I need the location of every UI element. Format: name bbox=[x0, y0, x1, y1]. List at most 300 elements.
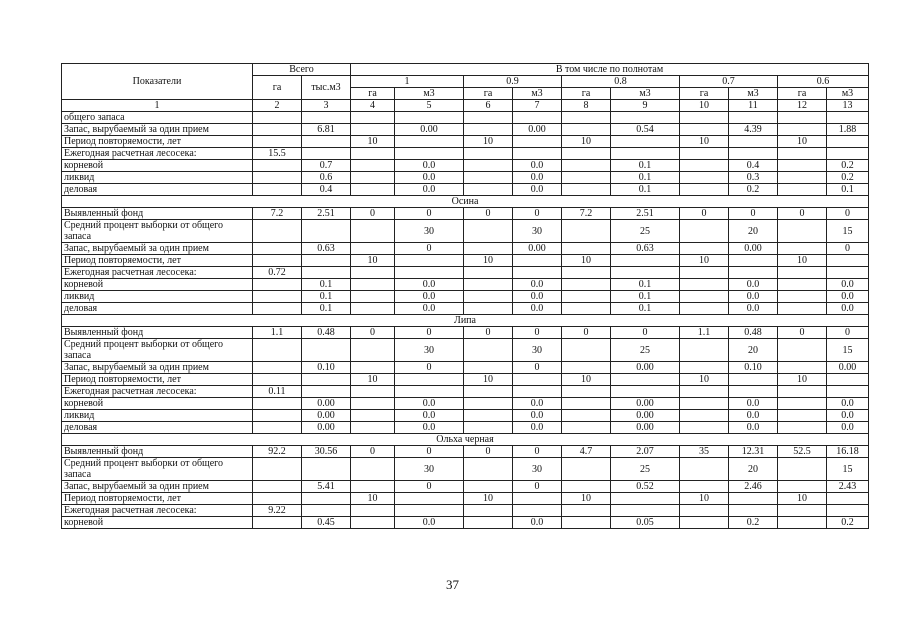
table-cell bbox=[513, 255, 562, 267]
header-density-0.7: 0.7 bbox=[680, 76, 778, 88]
table-cell bbox=[562, 362, 611, 374]
table-cell bbox=[464, 458, 513, 481]
table-cell bbox=[253, 422, 302, 434]
table-cell bbox=[562, 184, 611, 196]
table-cell bbox=[778, 303, 827, 315]
table-cell: 0.1 bbox=[611, 184, 680, 196]
table-cell: 0.00 bbox=[513, 243, 562, 255]
table-cell: 0.0 bbox=[729, 303, 778, 315]
table-cell bbox=[513, 112, 562, 124]
table-cell bbox=[253, 112, 302, 124]
table-cell: 10 bbox=[464, 136, 513, 148]
table-cell bbox=[302, 148, 351, 160]
table-cell: 0.00 bbox=[611, 410, 680, 422]
table-cell bbox=[611, 386, 680, 398]
table-cell: 35 bbox=[680, 446, 729, 458]
table-cell bbox=[680, 243, 729, 255]
table-cell bbox=[680, 362, 729, 374]
table-cell: 0 bbox=[513, 362, 562, 374]
table-cell bbox=[464, 422, 513, 434]
table-row bbox=[62, 505, 869, 517]
table-cell bbox=[778, 112, 827, 124]
table-cell bbox=[827, 386, 869, 398]
table-cell bbox=[611, 112, 680, 124]
table-cell bbox=[302, 339, 351, 362]
header-row-1 bbox=[62, 64, 869, 76]
table-cell: 0.0 bbox=[513, 517, 562, 529]
col-num: 7 bbox=[513, 100, 562, 112]
table-cell bbox=[351, 398, 395, 410]
table-cell bbox=[827, 267, 869, 279]
header-density-0.6: 0.6 bbox=[778, 76, 869, 88]
table-row bbox=[62, 148, 869, 160]
table-cell bbox=[562, 124, 611, 136]
table-cell bbox=[513, 493, 562, 505]
table-cell: 0.0 bbox=[513, 410, 562, 422]
table-cell: 10 bbox=[680, 136, 729, 148]
table-cell: 0 bbox=[513, 208, 562, 220]
table-cell bbox=[302, 493, 351, 505]
table-cell: 0.72 bbox=[253, 267, 302, 279]
table-cell: 10 bbox=[680, 493, 729, 505]
table-cell bbox=[351, 184, 395, 196]
table-cell: 9.22 bbox=[253, 505, 302, 517]
table-cell bbox=[680, 458, 729, 481]
col-num: 10 bbox=[680, 100, 729, 112]
table-cell bbox=[611, 148, 680, 160]
table-cell bbox=[351, 339, 395, 362]
table-cell: 1.88 bbox=[827, 124, 869, 136]
table-cell bbox=[395, 267, 464, 279]
table-cell bbox=[395, 148, 464, 160]
table-cell bbox=[464, 505, 513, 517]
table-cell bbox=[729, 493, 778, 505]
table-cell bbox=[253, 398, 302, 410]
table-cell bbox=[778, 184, 827, 196]
table-cell bbox=[253, 279, 302, 291]
row-label: корневой bbox=[62, 398, 253, 410]
table-cell: 0.00 bbox=[827, 362, 869, 374]
table-cell bbox=[513, 267, 562, 279]
row-label: Период повторяемости, лет bbox=[62, 255, 253, 267]
table-cell bbox=[395, 493, 464, 505]
table-cell: 0.0 bbox=[513, 172, 562, 184]
table-cell: 0.0 bbox=[395, 172, 464, 184]
table-cell: 0.54 bbox=[611, 124, 680, 136]
table-cell bbox=[778, 422, 827, 434]
table-cell: 0.1 bbox=[302, 303, 351, 315]
table-cell bbox=[302, 458, 351, 481]
table-cell bbox=[827, 505, 869, 517]
table-cell bbox=[464, 172, 513, 184]
table-cell: 2.51 bbox=[611, 208, 680, 220]
header-total: Всего bbox=[253, 64, 351, 76]
table-cell: 30 bbox=[395, 458, 464, 481]
table-cell: 10 bbox=[778, 374, 827, 386]
table-cell: 0.2 bbox=[729, 517, 778, 529]
table-cell: 0.05 bbox=[611, 517, 680, 529]
table-cell: 0 bbox=[513, 481, 562, 493]
species-heading: Ольха черная bbox=[62, 434, 869, 446]
section-row bbox=[62, 434, 869, 446]
table-cell bbox=[513, 148, 562, 160]
table-cell: 25 bbox=[611, 458, 680, 481]
row-label: деловая bbox=[62, 422, 253, 434]
table-cell bbox=[778, 517, 827, 529]
table-row bbox=[62, 291, 869, 303]
table-cell: 0.00 bbox=[302, 410, 351, 422]
table-row bbox=[62, 112, 869, 124]
table-cell: 30.56 bbox=[302, 446, 351, 458]
table-cell: 0 bbox=[351, 446, 395, 458]
col-num: 2 bbox=[253, 100, 302, 112]
table-cell bbox=[827, 255, 869, 267]
table-cell: 10 bbox=[562, 493, 611, 505]
header-indicators: Показатели bbox=[62, 64, 253, 100]
table-cell bbox=[680, 291, 729, 303]
table-cell: 0.0 bbox=[827, 422, 869, 434]
table-cell bbox=[729, 148, 778, 160]
table-cell: 0 bbox=[395, 327, 464, 339]
table-cell bbox=[680, 398, 729, 410]
row-label: ликвид bbox=[62, 172, 253, 184]
table-cell bbox=[778, 410, 827, 422]
table-cell bbox=[562, 398, 611, 410]
table-cell: 0.0 bbox=[827, 410, 869, 422]
row-label: Средний процент выборки от общего запаса bbox=[62, 458, 253, 481]
table-cell bbox=[351, 279, 395, 291]
header-unit-ha: га bbox=[680, 88, 729, 100]
table-cell: 0.7 bbox=[302, 160, 351, 172]
table-cell: 0.63 bbox=[611, 243, 680, 255]
row-label: Период повторяемости, лет bbox=[62, 493, 253, 505]
table-cell: 2.43 bbox=[827, 481, 869, 493]
col-num: 8 bbox=[562, 100, 611, 112]
table-cell bbox=[680, 220, 729, 243]
table-cell: 1.1 bbox=[253, 327, 302, 339]
table-cell: 10 bbox=[351, 255, 395, 267]
table-cell: 0 bbox=[464, 446, 513, 458]
table-cell: 0.1 bbox=[611, 279, 680, 291]
table-cell bbox=[464, 398, 513, 410]
table-cell: 10 bbox=[351, 136, 395, 148]
table-cell bbox=[302, 255, 351, 267]
table-cell bbox=[253, 136, 302, 148]
table-cell bbox=[351, 124, 395, 136]
table-cell: 0.0 bbox=[513, 279, 562, 291]
table-cell: 0.11 bbox=[253, 386, 302, 398]
table-cell bbox=[562, 505, 611, 517]
table-cell bbox=[253, 517, 302, 529]
table-cell bbox=[729, 386, 778, 398]
table-cell: 0.00 bbox=[611, 422, 680, 434]
row-label: Период повторяемости, лет bbox=[62, 136, 253, 148]
table-cell bbox=[778, 220, 827, 243]
table-cell bbox=[351, 422, 395, 434]
table-cell bbox=[351, 410, 395, 422]
table-cell: 10 bbox=[680, 374, 729, 386]
table-cell bbox=[302, 267, 351, 279]
table-cell bbox=[680, 517, 729, 529]
species-heading: Осина bbox=[62, 196, 869, 208]
table-cell bbox=[729, 136, 778, 148]
table-cell: 0.52 bbox=[611, 481, 680, 493]
table-cell bbox=[395, 374, 464, 386]
table-cell bbox=[778, 267, 827, 279]
table-cell: 0 bbox=[513, 446, 562, 458]
table-cell: 0.00 bbox=[395, 124, 464, 136]
table-cell bbox=[827, 493, 869, 505]
table-cell bbox=[351, 112, 395, 124]
table-row bbox=[62, 220, 869, 243]
table-cell: 0.0 bbox=[395, 422, 464, 434]
table-cell bbox=[680, 184, 729, 196]
table-cell bbox=[778, 362, 827, 374]
table-cell bbox=[611, 374, 680, 386]
table-cell bbox=[253, 172, 302, 184]
table-cell: 0.0 bbox=[729, 410, 778, 422]
table-cell bbox=[395, 255, 464, 267]
table-cell: 0.6 bbox=[302, 172, 351, 184]
table-cell bbox=[562, 172, 611, 184]
table-cell bbox=[513, 386, 562, 398]
table-cell: 0.0 bbox=[513, 398, 562, 410]
table-cell: 0.0 bbox=[729, 422, 778, 434]
table-cell bbox=[351, 505, 395, 517]
table-cell bbox=[680, 422, 729, 434]
table-cell: 0.1 bbox=[611, 160, 680, 172]
table-cell bbox=[562, 481, 611, 493]
table-cell bbox=[827, 112, 869, 124]
table-cell: 0.1 bbox=[827, 184, 869, 196]
table-cell: 15 bbox=[827, 339, 869, 362]
table-cell: 0.0 bbox=[827, 279, 869, 291]
table-cell bbox=[464, 410, 513, 422]
table-cell: 0 bbox=[562, 327, 611, 339]
table-cell bbox=[562, 339, 611, 362]
table-cell: 0.1 bbox=[302, 279, 351, 291]
table-cell: 0.0 bbox=[827, 291, 869, 303]
table-cell: 0.45 bbox=[302, 517, 351, 529]
table-cell: 0.2 bbox=[827, 172, 869, 184]
table-cell bbox=[513, 136, 562, 148]
table-cell bbox=[680, 303, 729, 315]
table-cell bbox=[562, 243, 611, 255]
table-row bbox=[62, 255, 869, 267]
table-cell bbox=[351, 517, 395, 529]
table-cell bbox=[351, 148, 395, 160]
table-cell: 10 bbox=[562, 255, 611, 267]
col-num: 13 bbox=[827, 100, 869, 112]
table-cell: 0.4 bbox=[302, 184, 351, 196]
table-cell bbox=[562, 386, 611, 398]
table-cell: 0 bbox=[827, 208, 869, 220]
row-label: корневой bbox=[62, 279, 253, 291]
table-row bbox=[62, 303, 869, 315]
header-unit-m3: м3 bbox=[827, 88, 869, 100]
table-cell bbox=[464, 386, 513, 398]
table-cell bbox=[464, 279, 513, 291]
table-cell bbox=[395, 136, 464, 148]
table-cell bbox=[464, 124, 513, 136]
table-cell bbox=[464, 184, 513, 196]
table-cell bbox=[778, 243, 827, 255]
col-num: 3 bbox=[302, 100, 351, 112]
table-cell bbox=[464, 243, 513, 255]
table-cell: 2.46 bbox=[729, 481, 778, 493]
col-num: 1 bbox=[62, 100, 253, 112]
table-cell bbox=[680, 148, 729, 160]
table-cell bbox=[562, 279, 611, 291]
row-label: Запас, вырубаемый за один прием bbox=[62, 124, 253, 136]
table-row bbox=[62, 493, 869, 505]
table-row bbox=[62, 267, 869, 279]
table-row bbox=[62, 422, 869, 434]
table-cell: 15 bbox=[827, 220, 869, 243]
table-cell: 10 bbox=[351, 493, 395, 505]
table-cell: 0.1 bbox=[611, 303, 680, 315]
table-cell: 0.0 bbox=[395, 303, 464, 315]
table-cell: 0 bbox=[680, 208, 729, 220]
table-cell bbox=[562, 112, 611, 124]
table-cell: 0 bbox=[729, 208, 778, 220]
table-cell bbox=[253, 374, 302, 386]
table-cell bbox=[827, 374, 869, 386]
table-cell bbox=[351, 303, 395, 315]
table-cell bbox=[562, 220, 611, 243]
table-cell: 0.0 bbox=[513, 184, 562, 196]
table-cell bbox=[680, 339, 729, 362]
header-by-density: В том числе по полнотам bbox=[351, 64, 869, 76]
table-cell bbox=[253, 255, 302, 267]
table-cell: 7.2 bbox=[562, 208, 611, 220]
table-cell bbox=[562, 148, 611, 160]
table-cell: 10 bbox=[778, 136, 827, 148]
table-cell: 0.2 bbox=[729, 184, 778, 196]
table-cell: 30 bbox=[513, 458, 562, 481]
table-cell: 0.0 bbox=[395, 184, 464, 196]
col-num: 4 bbox=[351, 100, 395, 112]
row-label: Выявленный фонд bbox=[62, 446, 253, 458]
table-cell: 0.1 bbox=[302, 291, 351, 303]
table-cell bbox=[729, 505, 778, 517]
table-cell bbox=[562, 303, 611, 315]
col-num: 9 bbox=[611, 100, 680, 112]
table-row bbox=[62, 398, 869, 410]
col-num: 6 bbox=[464, 100, 513, 112]
row-label: Период повторяемости, лет bbox=[62, 374, 253, 386]
table-cell: 25 bbox=[611, 220, 680, 243]
table-cell bbox=[513, 505, 562, 517]
table-cell bbox=[351, 362, 395, 374]
table-cell: 0.0 bbox=[395, 160, 464, 172]
header-unit-m3: м3 bbox=[395, 88, 464, 100]
table-cell bbox=[351, 243, 395, 255]
table-row bbox=[62, 184, 869, 196]
table-cell: 20 bbox=[729, 458, 778, 481]
row-label: Выявленный фонд bbox=[62, 208, 253, 220]
table-cell: 0.10 bbox=[729, 362, 778, 374]
table-cell bbox=[351, 220, 395, 243]
col-num: 5 bbox=[395, 100, 464, 112]
row-label: деловая bbox=[62, 303, 253, 315]
table-cell bbox=[778, 481, 827, 493]
table-cell: 15 bbox=[827, 458, 869, 481]
table-cell bbox=[611, 267, 680, 279]
table-row bbox=[62, 208, 869, 220]
table-cell: 4.7 bbox=[562, 446, 611, 458]
table-cell: 5.41 bbox=[302, 481, 351, 493]
header-unit-ha: га bbox=[778, 88, 827, 100]
row-label: корневой bbox=[62, 517, 253, 529]
table-cell bbox=[253, 184, 302, 196]
row-label: общего запаса bbox=[62, 112, 253, 124]
row-label: деловая bbox=[62, 184, 253, 196]
table-row bbox=[62, 362, 869, 374]
table-cell: 0.0 bbox=[513, 291, 562, 303]
table-cell: 15.5 bbox=[253, 148, 302, 160]
table-row bbox=[62, 458, 869, 481]
table-cell: 0 bbox=[778, 208, 827, 220]
table-cell: 0.2 bbox=[827, 160, 869, 172]
table-cell: 52.5 bbox=[778, 446, 827, 458]
table-cell: 20 bbox=[729, 339, 778, 362]
header-unit-m3: м3 bbox=[729, 88, 778, 100]
table-row bbox=[62, 243, 869, 255]
table-cell: 0.00 bbox=[729, 243, 778, 255]
section-row bbox=[62, 196, 869, 208]
table-cell: 0.1 bbox=[611, 291, 680, 303]
table-cell bbox=[464, 303, 513, 315]
table-row bbox=[62, 160, 869, 172]
table-cell bbox=[778, 505, 827, 517]
table-cell bbox=[562, 267, 611, 279]
table-cell: 0.0 bbox=[395, 279, 464, 291]
table-cell: 7.2 bbox=[253, 208, 302, 220]
table-cell: 0 bbox=[611, 327, 680, 339]
table-cell: 25 bbox=[611, 339, 680, 362]
row-label: корневой bbox=[62, 160, 253, 172]
table-cell bbox=[395, 112, 464, 124]
column-number-row bbox=[62, 100, 869, 112]
table-cell bbox=[253, 220, 302, 243]
table-cell bbox=[464, 481, 513, 493]
table-cell: 0 bbox=[778, 327, 827, 339]
table-cell bbox=[680, 410, 729, 422]
table-cell bbox=[513, 374, 562, 386]
table-row bbox=[62, 410, 869, 422]
table-cell: 10 bbox=[562, 374, 611, 386]
table-cell bbox=[351, 386, 395, 398]
table-cell bbox=[464, 339, 513, 362]
table-cell: 10 bbox=[562, 136, 611, 148]
row-label: Ежегодная расчетная лесосека: bbox=[62, 148, 253, 160]
table-cell bbox=[778, 172, 827, 184]
table-cell: 0.00 bbox=[302, 398, 351, 410]
table-cell bbox=[302, 112, 351, 124]
table-cell: 0.48 bbox=[729, 327, 778, 339]
table-cell: 0.00 bbox=[611, 398, 680, 410]
table-cell: 10 bbox=[778, 493, 827, 505]
row-label: Средний процент выборки от общего запаса bbox=[62, 220, 253, 243]
table-cell bbox=[827, 136, 869, 148]
table-cell: 0 bbox=[513, 327, 562, 339]
header-density-1: 1 bbox=[351, 76, 464, 88]
table-cell bbox=[464, 517, 513, 529]
table-cell bbox=[680, 160, 729, 172]
forest-stock-table bbox=[61, 63, 869, 529]
table-cell bbox=[351, 172, 395, 184]
